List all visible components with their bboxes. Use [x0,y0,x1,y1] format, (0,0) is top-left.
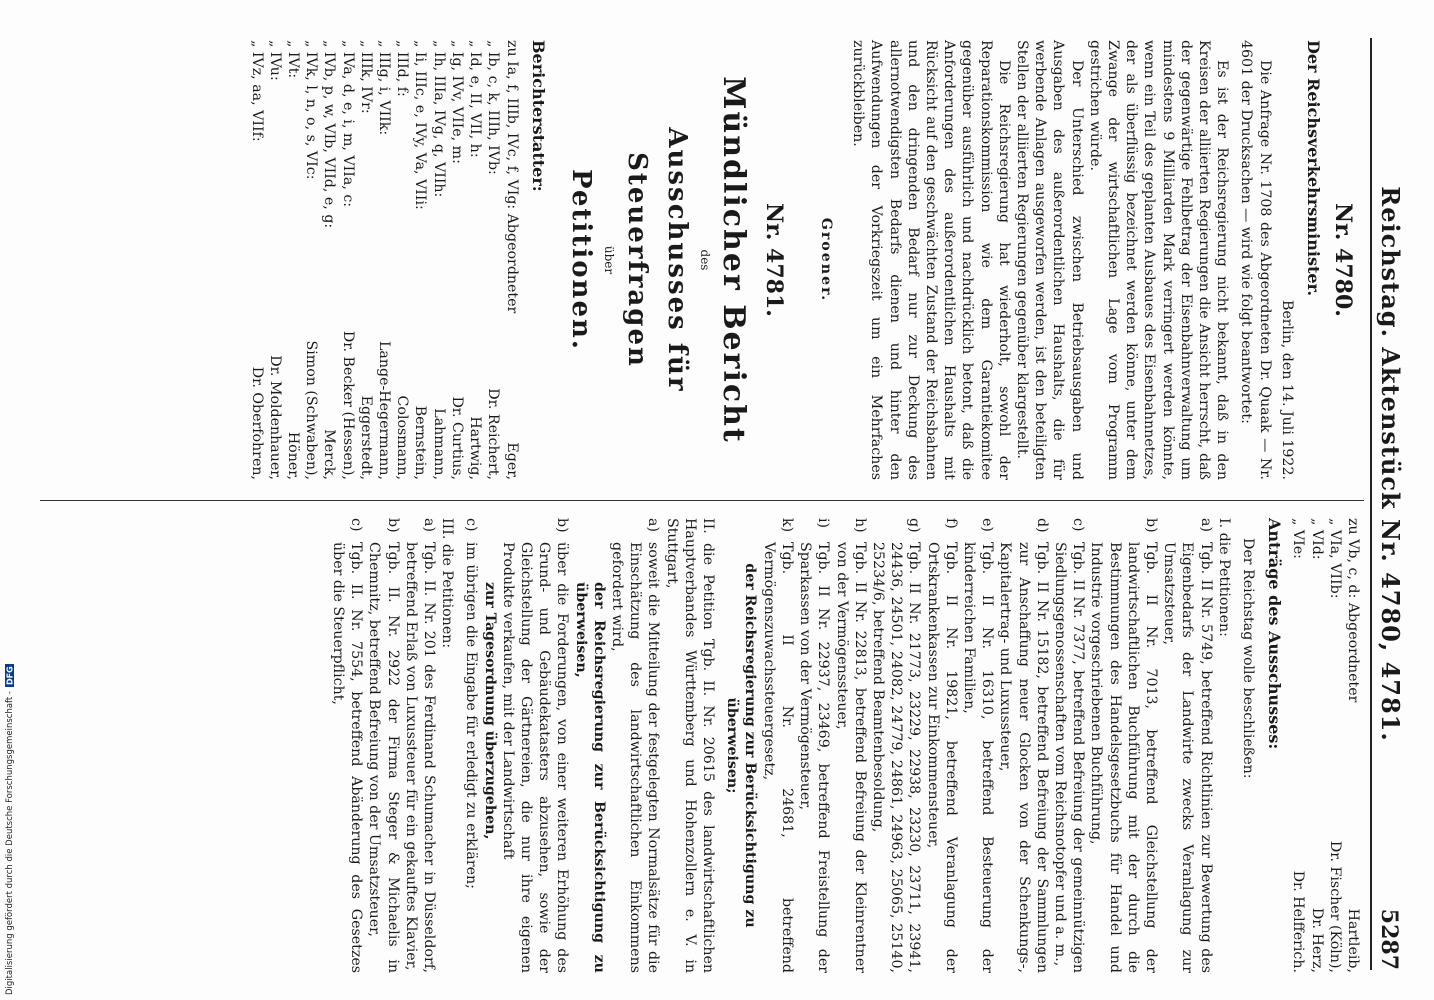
ref-cell: „ IIId, f: [394,40,411,97]
signature: Groener. [817,217,834,303]
table-row [357,40,375,480]
item-text: soweit die Mitteilung der festgelegten Normalsätze für die Einschätzung des landwirtschaftlichen Einkommens gefordert wird, [609,542,662,973]
item-label: g) [906,518,923,533]
item-text: Tgb. II Nr. 19821, betreffend Veranlagung der Ortskrankenkassen zur Einkommensteuer, [924,542,959,973]
item-text: Tgb. II Nr. 7377, betreffend Befreiung der gemeinnützigen Siedlungsgenossenschaften vom Reichsnotopfer und a. m., [1051,542,1087,973]
table-row [375,40,393,480]
item-label: d) [1033,518,1050,533]
rapporteurs-table [247,40,520,480]
ref-cell: „ IVz, aa, VIIf: [248,40,265,142]
rapporteur-name: Eggerstedt, [357,395,374,480]
doc-number-4780: Nr. 4780. [1330,203,1356,317]
ref-cell: „ Ii, IIIc, e, IVy, Va, VIIi: [412,40,429,210]
report-title-ueber: über [601,245,616,275]
minister-heading: Der Reichsverkehrsminister. [1304,40,1323,297]
ref-cell: „ IIIg, i, VIIk: [376,40,393,136]
motions-heading: Anträge des Ausschusses: [1265,518,1285,750]
table-row [284,40,302,480]
rapporteur-name: Hartwig, [467,416,484,480]
rapporteur-name: Dr. Herz, [1308,907,1325,973]
petitions-title: Petitionen. [565,169,596,351]
rapporteur-name: Dr. Becker (Hessen), [339,330,356,480]
rapporteur-name: Lange-Hegermann, [376,340,393,480]
table-row [338,40,356,480]
table-row [302,40,320,480]
ref-cell: „ IIIk, IVr: [357,40,374,114]
rapporteur-name: Bernstein, [412,405,429,480]
dfg-logo: DFG [5,666,15,686]
ref-cell: „ VIa, VIIb: [1326,518,1343,599]
list-item [1160,518,1215,973]
item-label: a) [1197,518,1214,532]
rapporteur-name: Lahmann, [430,408,447,480]
rapporteur-name: Merck, [321,429,338,480]
item-label [480,558,498,582]
list-item [1087,518,1160,973]
item-text: Tgb. II Nr. 21773, 23229, 22938, 23230, 23711, 23941, 24436, 24501, 24082, 24779, 24861, 24963, 25065, 25140, 25234/6, betreffend Beamtenbesoldung, [869,542,923,973]
item-label: c) [348,518,365,532]
table-row [320,40,338,480]
rapporteur-name: Dr. Fischer (Köln), [1326,840,1343,973]
list-item [960,518,996,973]
answer-paragraph-2: Der Unterschied zwischen Betriebsausgaben und Ausgaben des außerordentlichen Haushalts, die für werbende Anlagen ausgeworfen werden, ist den beteiligten Stellen der alliierten Regierungen gegenüber klargestellt. [1013,40,1085,480]
report-title-des: des [697,249,712,271]
table-row [502,40,520,480]
item-label: h) [851,518,868,533]
item-label: f) [942,518,959,529]
column-divider [40,500,1364,501]
list-item [1051,518,1087,973]
place-date: Berlin, den 14. Juli 1922. [1278,299,1295,480]
item-label: c) [463,518,480,532]
rapporteur-name: Dr. Helfferich. [1290,870,1307,973]
resolution-intro: Der Reichstag wolle beschließen: [1239,538,1256,779]
item-label: b) [1142,518,1159,533]
rapporteur-name: Dr. Moldenhauer, [266,355,283,480]
section-i-list [760,518,1215,973]
item-label [571,558,607,582]
report-title: Mündlicher Bericht [715,76,751,444]
rapporteurs-table-continued [1289,518,1362,973]
digitization-credit [4,605,16,995]
section-i-heading: I. die Petitionen: [1215,518,1232,637]
item-text: Tgb. II Nr. 7013, betreffend Gleichstellung der landwirtschaftlichen Buchführung mit der durch die Bestimmungen des Handelsgesetzbuchs für Handel und Industrie vorgeschriebenen Buchführung, [1088,542,1159,973]
ref-cell: „ Ig, IVv, VIIe, m: [448,40,465,164]
answer-paragraph-3: Die Reichsregierung hat wiederholt, sowohl der Reparationskommission wie dem Garantiekomitee gegenüber ausführlich und nachdrücklich betont, daß die Anforderungen des außerordentlichen Haushalts mit Rücksicht auf den geschwächten Zustand der Reichsbahnen und den dringenden Bedarf nur zur Deckung des allernotwendigsten Bedarfs dienen und hinter den Aufwendungen der Vorkriegszeit um ein Mehrfaches zurückbleiben. [850,40,1012,480]
item-text: Tgb. II Nr. 15182, betreffend Befreiung der Sammlungen zur Anschaffung neuer Glocken von der Schenkungs-, Kapitalertrag- und Luxussteuer, [997,542,1050,973]
table-row [1289,518,1307,973]
ref-cell: „ Id, e, II, VII, h: [467,40,484,158]
item-label: a) [421,518,438,532]
table-row [1326,518,1344,973]
rapporteur-name: Dr. Reichert, [485,388,502,480]
intro-paragraph: Die Anfrage Nr. 1708 des Abgeordneten Dr. Quaak — Nr. 4601 der Drucksachen — wird wie folgt beantwortet: [1238,40,1273,480]
rapporteur-name: Höner, [285,431,302,480]
item-label: b) [384,518,401,533]
list-item [329,518,365,973]
item-text: Tgb. II Nr. 16310, betreffend Besteuerung der kinderreichen Familien, [960,542,996,973]
section-iii-heading: III. die Petitionen: [439,518,456,649]
page-header [1376,38,1410,970]
table-row [1307,518,1325,973]
item-label: b) [554,518,571,533]
section-iii-list [329,518,438,973]
ref-cell: „ VIe: [1290,518,1307,559]
table-row [466,40,484,480]
transfer-resolution-1: der Reichsregierung zur Berücksichtigung zu überweisen; [724,563,759,928]
ref-cell: zu Ia, f, IIIb, IVc, f, VIg: Abgeordneter [503,40,520,314]
answer-paragraph-1: Es ist der Reichsregierung nicht bekannt, daß in den Kreisen der alliierten Regierungen die Ansicht herrscht, daß der gegenwärtige Fehlbetrag der Eisenbahnverwaltung um mindestens 9 Milliarden Mark verringert werden könnte, wenn ein Teil des geplanten Ausbaues des Eisenbahnnetzes, der als überflüssig bezeichnet werden könne, unter dem Zwange der wirtschaftlichen Lage vom Programm gestrichen würde. [1086,40,1231,480]
rapporteur-name: Dr. Curtius, [448,396,465,480]
header-rule [1370,38,1372,970]
item-label: k) [778,518,795,533]
list-item [402,518,438,973]
list-item [571,558,607,973]
list-item [923,518,959,973]
item-label: e) [979,518,996,532]
ref-cell: „ VId: [1308,518,1325,560]
item-text: Tgb. II Nr. 24681, betreffend Vermögenszuwachssteuergesetz, [760,542,795,973]
item-label: i) [815,518,832,529]
page-number: 5287 [1376,908,1402,970]
item-text: Tgb. II. Nr. 2922 der Firma Steger & Michaelis in Chemnitz, betreffend Befreiung von der Umsatzsteuer, [366,542,401,973]
table-row [484,40,502,480]
table-row [411,40,429,480]
list-item [365,518,401,973]
table-row [430,40,448,480]
rapporteur-name: Colosmann, [394,395,411,480]
item-text: Tgb. II. Nr. 201 des Ferdinand Schumacher in Düsseldorf, betreffend Erlaß von Luxussteuer für ein gekauftes Klavier, [402,542,438,973]
list-item [760,518,796,973]
committee-title: Ausschusses für Steuerfragen [621,127,692,393]
item-label: a) [645,518,662,532]
doc-number-4781: Nr. 4781. [760,203,787,317]
rapporteurs-heading: Berichterstatter: [528,40,548,192]
list-item [480,558,498,973]
item-label: c) [1070,518,1087,532]
section-ii-heading: II. die Petition Tgb. II. Nr. 20615 des landwirtschaftlichen Hauptverbandes Württemberg und Hohenzollern e. V. in Stuttgart, [663,518,717,973]
ref-cell: „ Ih, IIIa, IVg, q, VIIh: [430,40,447,198]
table-row [448,40,466,480]
ref-cell: „ Ib, c, k, IIIh, IVb: [485,40,502,175]
list-item [869,518,924,973]
item-text: Tgb. II. Nr. 7554, betreffend Abänderung des Gesetzes über die Steuerpflicht, [330,542,365,973]
ref-cell: „ IVt: [285,40,302,79]
section-ii-list [462,518,662,973]
item-text: zur Tagesordnung überzugehen, [481,582,498,840]
ref-cell: „ IVb, p, w, VIb, VIId, e, g: [321,40,338,229]
list-item [608,518,663,973]
table-row [247,40,265,480]
ref-cell: „ IVk, l, n, o, s, VIc: [303,40,320,180]
right-column [329,518,1362,973]
rapporteur-name: Hartleib, [1345,908,1361,973]
item-text: Tgb. II Nr. 22937, 23469, betreffend Freistellung der Sparkassen von der Vermögensteuer, [797,542,832,973]
item-text: über die Forderungen, von einer weiteren Erhöhung des Grund- und Gebäudekatasters abzusehen, sowie der Gleichstellung der Gärtnereien, die nur ihre eigenen Produkte verkaufen, mit der Landwirtschaft [499,542,571,973]
table-row [266,40,284,480]
item-text: Tgb. II Nr. 5749, betreffend Richtlinien zur Bewertung des Eigenbedarfs der Landwirte zwecks Veranlagung zur Umsatzsteuer, [1161,542,1214,973]
item-text: Tgb. II Nr. 22813, betreffend Befreiung der Kleinrentner von der Vermögenssteuer, [833,542,868,973]
item-text: der Reichsregierung zur Berücksichtigung zu überweisen, [572,582,607,973]
rapporteur-name: Simon (Schwaben), [303,340,320,480]
page-header-title: Reichstag. Aktenstück Nr. 4780, 4781. [1376,186,1405,742]
table-row [393,40,411,480]
rapporteur-name: Dr. Oberfohren, [248,366,265,480]
rapporteur-name: Eger, [503,442,520,480]
ref-cell: „ IVu: [266,40,283,81]
ref-cell: zu Vb, c, d: Abgeordneter [1345,518,1361,703]
left-column [247,40,1362,480]
list-item [462,518,480,973]
ref-cell: „ IVa, d, e, i, m, VIIa, c: [339,40,356,208]
credit-text: Digitalisierung gefördert durch die Deutsche Forschungsgemeinschaft - [5,691,15,995]
list-item [832,518,868,973]
list-item [796,518,832,973]
table-row [1344,518,1362,973]
list-item [996,518,1051,973]
item-text: im übrigen die Eingabe für erledigt zu erklären; [463,542,480,889]
list-item [499,518,572,973]
